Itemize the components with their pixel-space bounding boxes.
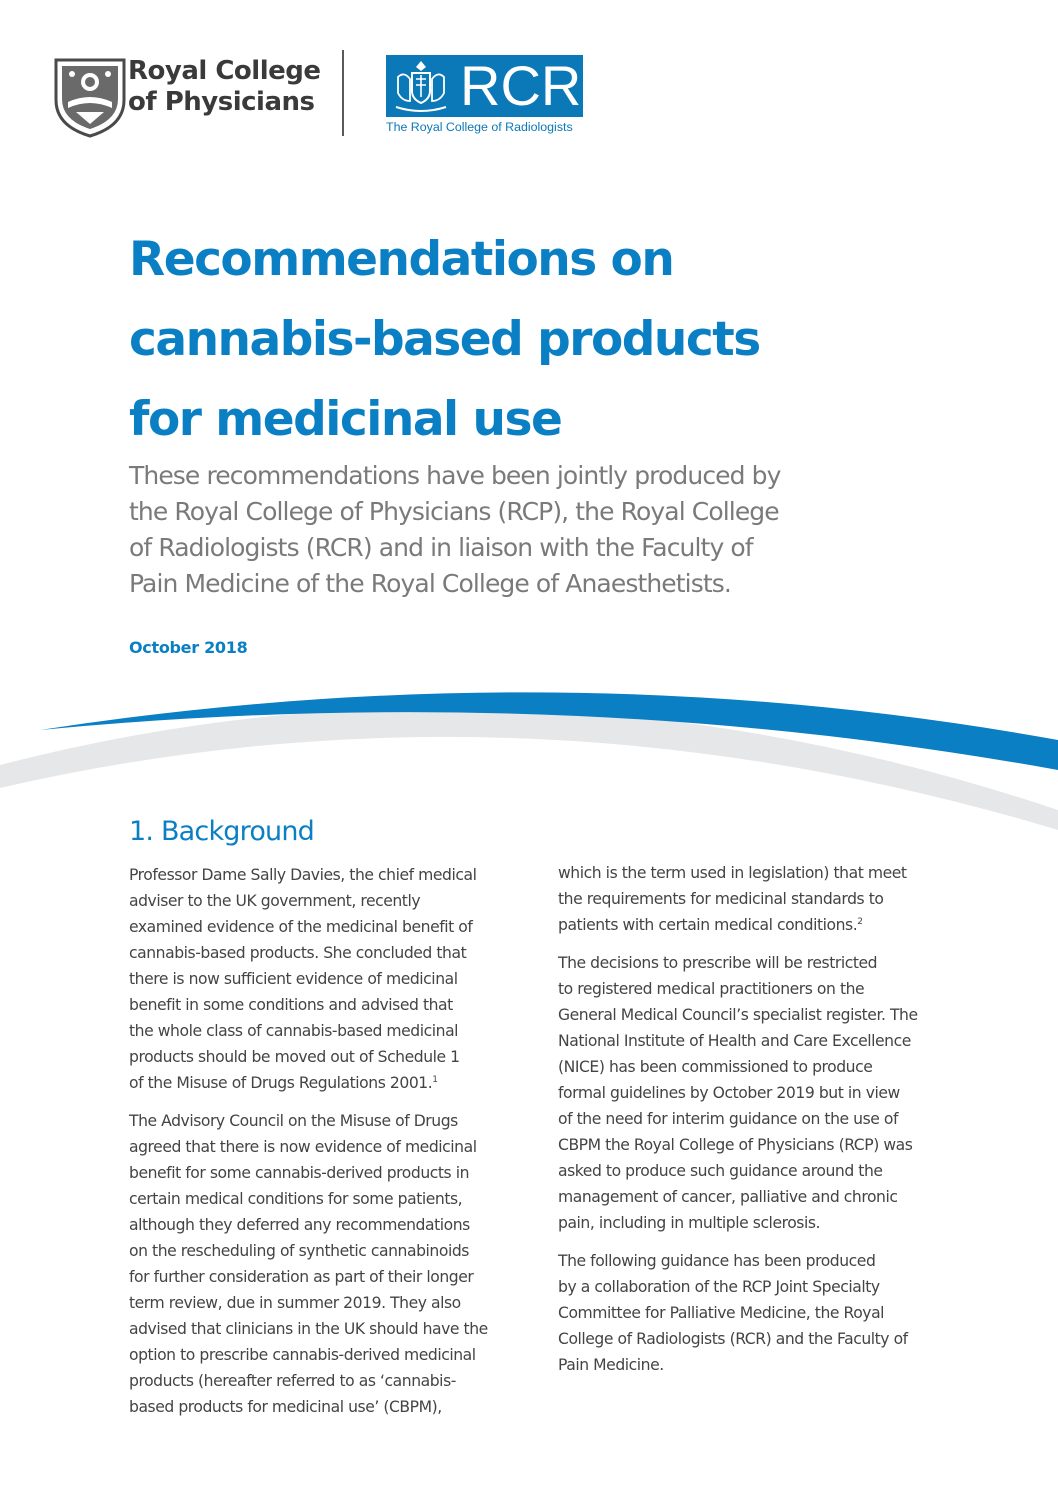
- paragraph: [558, 860, 958, 938]
- rcr-logo: [386, 55, 583, 117]
- rcp-wordmark: [128, 56, 328, 118]
- text-line: cannabis-based products. She concluded that: [129, 944, 467, 962]
- rcp-crest-icon: [50, 52, 130, 138]
- text-line: the whole class of cannabis-based medicinal: [129, 1022, 459, 1040]
- text-line: of the Misuse of Drugs Regulations 2001.: [129, 1074, 433, 1092]
- text-line: to registered medical practitioners on the: [558, 980, 865, 998]
- rcp-name-line-2: of Physicians: [128, 87, 315, 117]
- text-line: National Institute of Health and Care Excellence: [558, 1032, 911, 1050]
- section-heading: 1. Background: [129, 816, 315, 847]
- text-line: agreed that there is now evidence of medicinal: [129, 1138, 477, 1156]
- text-line-with-ref: [129, 1070, 529, 1096]
- text-line: asked to produce such guidance around the: [558, 1162, 883, 1180]
- text-line: there is now sufficient evidence of medicinal: [129, 970, 458, 988]
- text-line: adviser to the UK government, recently: [129, 892, 421, 910]
- document-subtitle: [129, 458, 849, 602]
- rcr-letters: RCR: [460, 54, 582, 117]
- text-line: benefit for some cannabis-derived products in: [129, 1164, 470, 1182]
- publication-date: October 2018: [129, 638, 248, 657]
- text-line: which is the term used in legislation) that meet: [558, 864, 907, 882]
- subtitle-line-1: These recommendations have been jointly produced by: [129, 461, 781, 490]
- text-line: The decisions to prescribe will be restricted: [558, 954, 878, 972]
- text-line: term review, due in summer 2019. They also: [129, 1294, 461, 1312]
- text-line: benefit in some conditions and advised that: [129, 996, 453, 1014]
- rcr-caption: The Royal College of Radiologists: [386, 120, 573, 134]
- text-line: (NICE) has been commissioned to produce: [558, 1058, 873, 1076]
- text-line: Professor Dame Sally Davies, the chief medical: [129, 866, 477, 884]
- text-line: The Advisory Council on the Misuse of Drugs: [129, 1112, 458, 1130]
- footnote-ref: 2: [857, 916, 863, 927]
- title-line-3: for medicinal use: [129, 392, 562, 447]
- paragraph: [129, 1108, 529, 1420]
- footnote-ref: 1: [432, 1074, 438, 1085]
- right-column: [558, 860, 958, 1390]
- text-line: formal guidelines by October 2019 but in view: [558, 1084, 900, 1102]
- text-line: option to prescribe cannabis-derived medicinal: [129, 1346, 476, 1364]
- decorative-swoosh: [0, 660, 1058, 830]
- text-line: products (hereafter referred to as ‘cannabis-: [129, 1372, 456, 1390]
- subtitle-line-2: the Royal College of Physicians (RCP), the Royal College: [129, 497, 779, 526]
- text-line: products should be moved out of Schedule 1: [129, 1048, 460, 1066]
- title-line-2: cannabis-based products: [129, 312, 760, 367]
- document-title: [129, 220, 929, 460]
- text-line: for further consideration as part of their longer: [129, 1268, 474, 1286]
- text-line: by a collaboration of the RCP Joint Specialty: [558, 1278, 880, 1296]
- paragraph: [558, 950, 958, 1236]
- text-line: The following guidance has been produced: [558, 1252, 876, 1270]
- subtitle-line-3: of Radiologists (RCR) and in liaison with the Faculty of: [129, 533, 753, 562]
- text-line: the requirements for medicinal standards to: [558, 890, 884, 908]
- text-line: College of Radiologists (RCR) and the Faculty of: [558, 1330, 908, 1348]
- text-line: advised that clinicians in the UK should have the: [129, 1320, 488, 1338]
- subtitle-line-4: Pain Medicine of the Royal College of Anaesthetists.: [129, 569, 731, 598]
- text-line: patients with certain medical conditions.: [558, 916, 858, 934]
- text-line: although they deferred any recommendations: [129, 1216, 470, 1234]
- text-line: Pain Medicine.: [558, 1356, 664, 1374]
- left-column: [129, 862, 529, 1432]
- text-line-with-ref: [558, 912, 958, 938]
- text-line: management of cancer, palliative and chronic: [558, 1188, 898, 1206]
- paragraph: [558, 1248, 958, 1378]
- text-line: of the need for interim guidance on the use of: [558, 1110, 899, 1128]
- text-line: General Medical Council’s specialist register. The: [558, 1006, 918, 1024]
- title-line-1: Recommendations on: [129, 232, 674, 287]
- text-line: based products for medicinal use’ (CBPM),: [129, 1398, 442, 1416]
- rcr-crest-icon: [390, 57, 452, 115]
- rcp-name-line-1: Royal College: [128, 56, 321, 86]
- text-line: pain, including in multiple sclerosis.: [558, 1214, 821, 1232]
- text-line: CBPM the Royal College of Physicians (RCP) was: [558, 1136, 913, 1154]
- text-line: examined evidence of the medicinal benefit of: [129, 918, 473, 936]
- paragraph: [129, 862, 529, 1096]
- logo-divider: [342, 50, 344, 136]
- text-line: Committee for Palliative Medicine, the Royal: [558, 1304, 885, 1322]
- text-line: on the rescheduling of synthetic cannabinoids: [129, 1242, 469, 1260]
- text-line: certain medical conditions for some patients,: [129, 1190, 463, 1208]
